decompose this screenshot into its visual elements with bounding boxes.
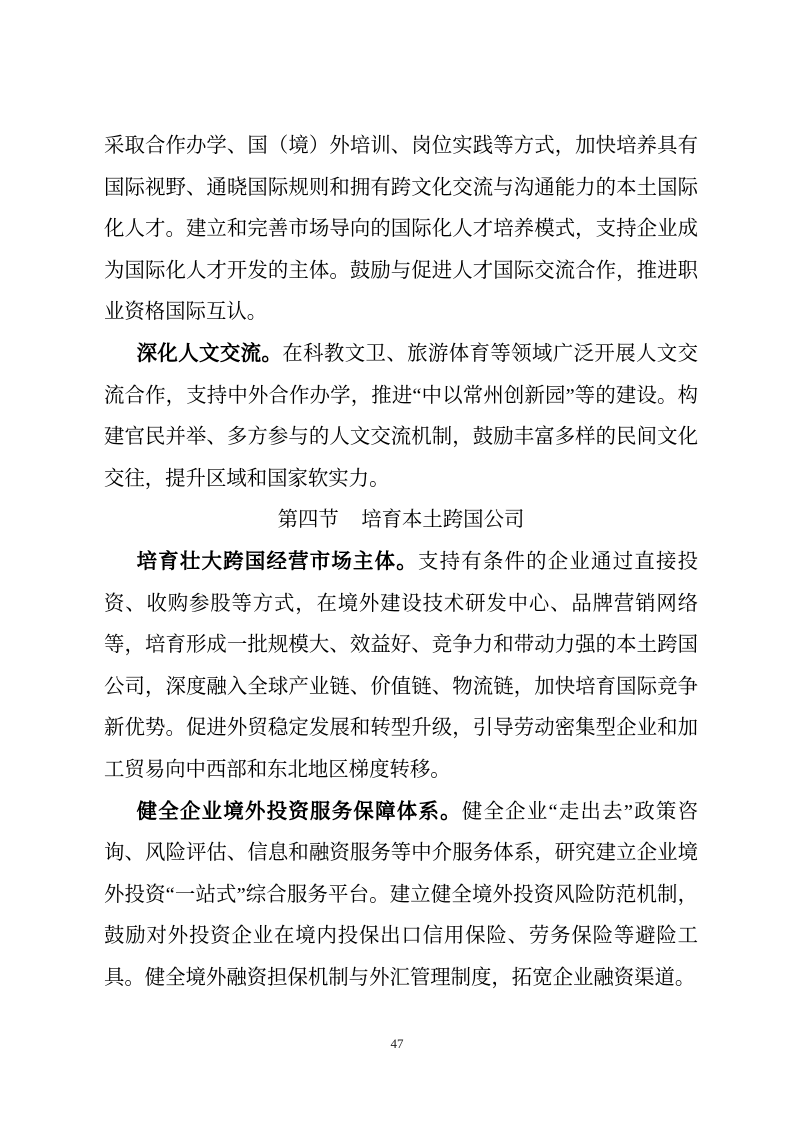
section-number: 第四节 — [277, 509, 339, 532]
page-number: 47 — [390, 1036, 404, 1051]
paragraph-lead: 健全企业境外投资服务保障体系。 — [136, 800, 462, 823]
paragraph-continuation — [104, 126, 698, 334]
section-title: 培育本土跨国公司 — [361, 509, 525, 532]
paragraph-overseas-investment-services — [104, 792, 698, 1000]
paragraph-text: 健全企业“走出去”政策咨询、风险评估、信息和融资服务等中介服务体系，研究建立企业境外投资“一站式”综合服务平台。建立健全境外投资风险防范机制，鼓励对外投资企业在境内投保出口信用保险、劳务保险等避险工具。健全境外融资担保机制与外汇管理制度，拓宽企业融资渠道。 — [104, 800, 698, 989]
paragraph-humanistic-exchange — [104, 334, 698, 500]
paragraph-lead: 培育壮大跨国经营市场主体。 — [136, 550, 418, 573]
paragraph-lead: 深化人文交流。 — [136, 342, 283, 365]
section-heading — [104, 500, 698, 542]
paragraph-multinational-entities — [104, 542, 698, 792]
paragraph-text: 在科教文卫、旅游体育等领域广泛开展人文交流合作，支持中外合作办学，推进“中以常州创新园”等的建设。构建官民并举、多方参与的人文交流机制，鼓励丰富多样的民间文化交往，提升区域和国家软实力。 — [104, 342, 699, 490]
page-content — [104, 126, 698, 999]
paragraph-text: 支持有条件的企业通过直接投资、收购参股等方式，在境外建设技术研发中心、品牌营销网络等，培育形成一批规模大、效益好、竞争力和带动力强的本土跨国公司，深度融入全球产业链、价值链、物流链，加快培育国际竞争新优势。促进外贸稳定发展和转型升级，引导劳动密集型企业和加工贸易向中西部和东北地区梯度转移。 — [104, 550, 698, 781]
paragraph-text: 采取合作办学、国（境）外培训、岗位实践等方式，加快培养具有国际视野、通晓国际规则和拥有跨文化交流与沟通能力的本土国际化人才。建立和完善市场导向的国际化人才培养模式，支持企业成为国际化人才开发的主体。鼓励与促进人才国际交流合作，推进职业资格国际互认。 — [104, 135, 698, 324]
